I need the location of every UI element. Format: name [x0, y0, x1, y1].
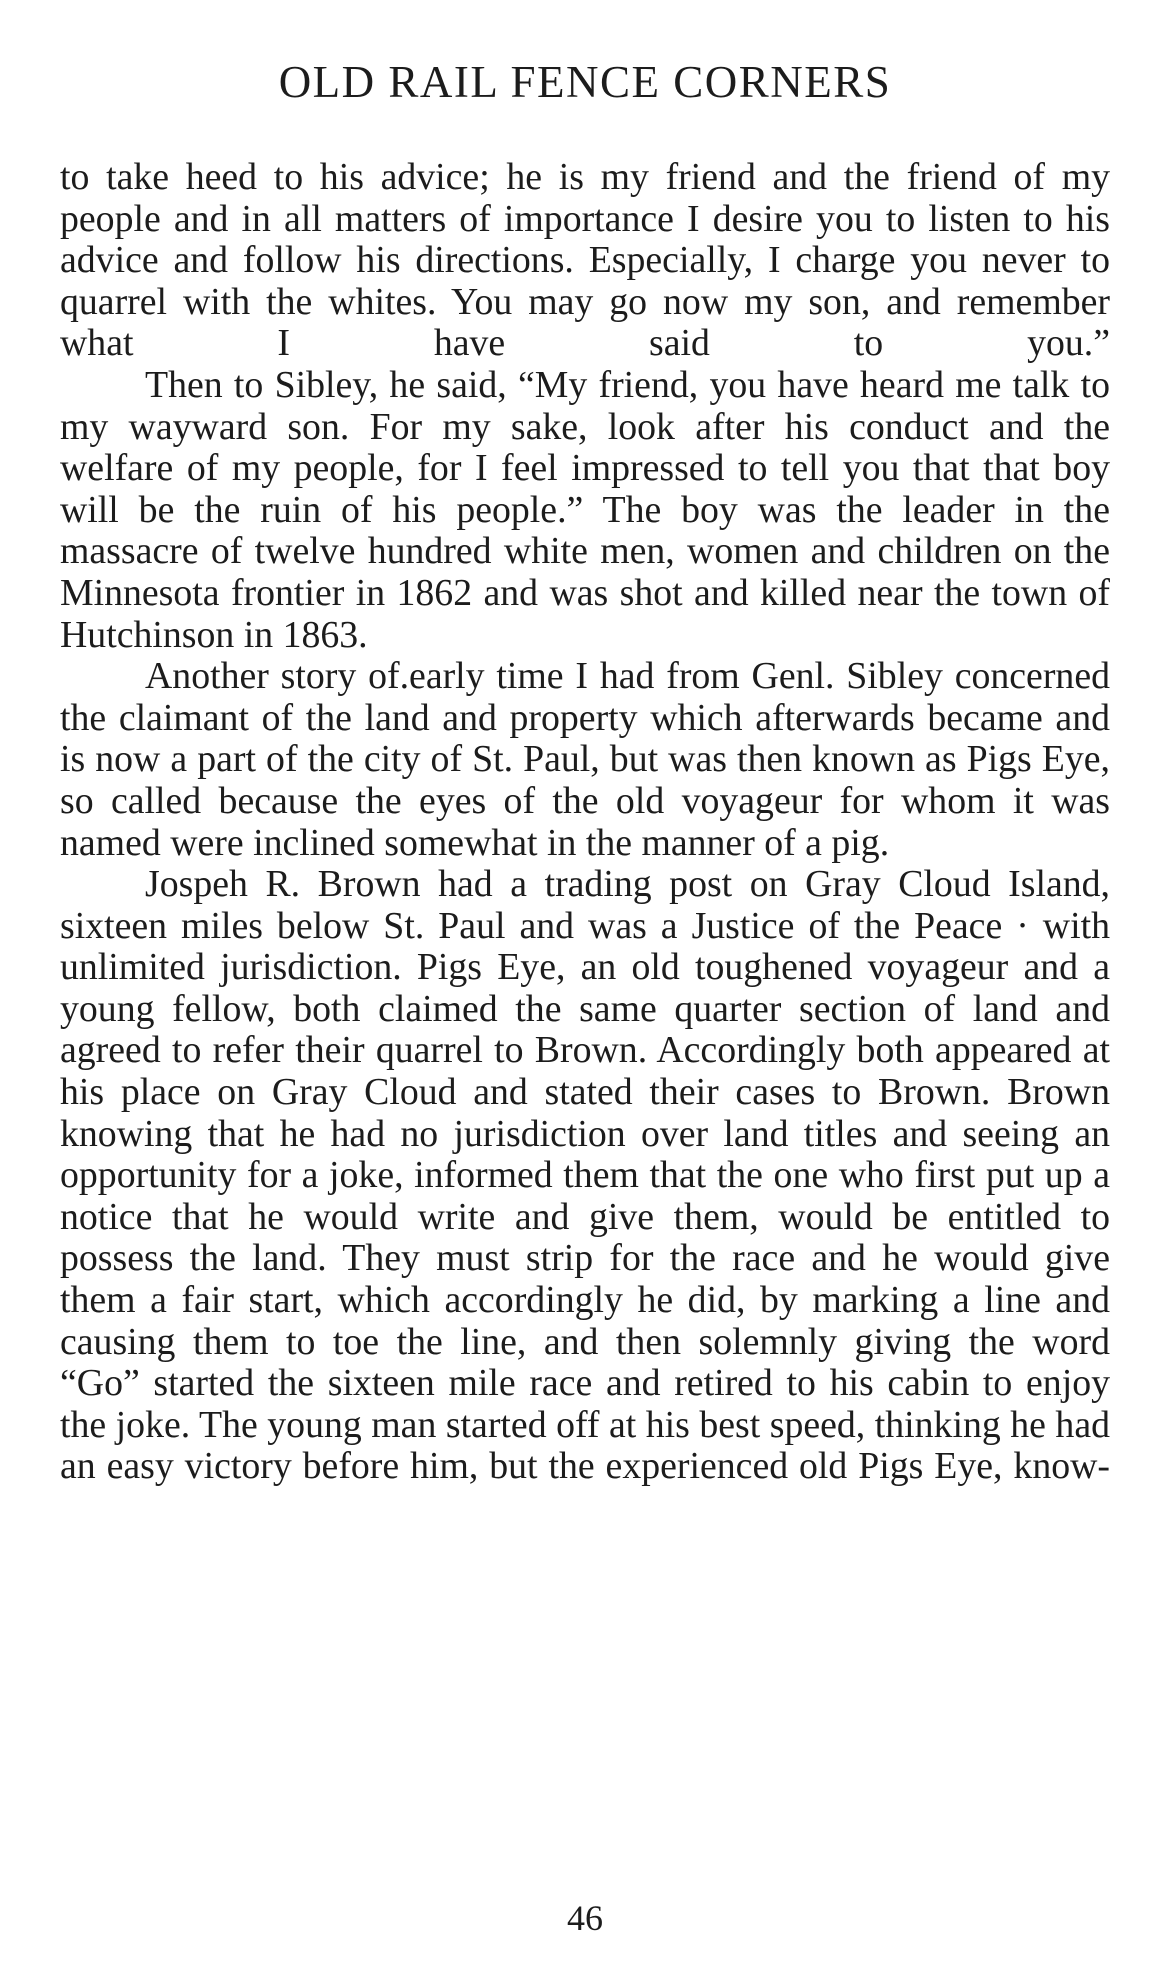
paragraph-brown-race: Jospeh R. Brown had a trading post on Gray Cloud Island, sixteen miles below St. Paul and was a Justice of the Peace · with unlimited jurisdiction. Pigs Eye, an old toughened voyageur and a young fellow, both claimed the same quarter section of land and agreed to refer their quarrel to Brown. Accordingly both appeared at his place on Gray Cloud and stated their cases to Brown. Brown knowing that he had no jurisdiction over land titles and seeing an opportunity for a joke, informed them that the one who first put up a notice that he would write and give them, would be entitled to possess the land. They must strip for the race and he would give them a fair start, which accordingly he did, by marking a line and causing them to toe the line, and then solemnly giving the word “Go” started the sixteen mile race and retired to his cabin to enjoy the joke. The young man started off at his best speed, thinking he had an easy victory before him, but the experienced old Pigs Eye, know-: [60, 863, 1110, 1488]
paragraph-pigs-eye-story: Another story of.early time I had from Genl. Sibley concerned the claimant of the land and property which afterwards became and is now a part of the city of St. Paul, but was then known as Pigs Eye, so called because the eyes of the old voyageur for whom it was named were inclined somewhat in the manner of a pig.: [60, 655, 1110, 864]
paragraph-sibley-speech: Then to Sibley, he said, “My friend, you have heard me talk to my wayward son. For my sake, look after his conduct and the welfare of my people, for I feel impressed to tell you that that boy will be the ruin of his people.” The boy was the leader in the massacre of twelve hundred white men, women and children on the Minnesota frontier in 1862 and was shot and killed near the town of Hutchinson in 1863.: [60, 363, 1110, 656]
book-page: [60, 0, 1110, 1974]
body-text: [60, 157, 1110, 1488]
paragraph-continuation: to take heed to his advice; he is my friend and the friend of my people and in all matters of importance I desire you to listen to his advice and follow his directions. Especially, I charge you never to quarrel with the whites. You may go now my son, and remember what I have said to you.”: [60, 156, 1110, 365]
running-title: OLD RAIL FENCE CORNERS: [278, 57, 892, 107]
page-number: 46: [567, 1898, 603, 1938]
